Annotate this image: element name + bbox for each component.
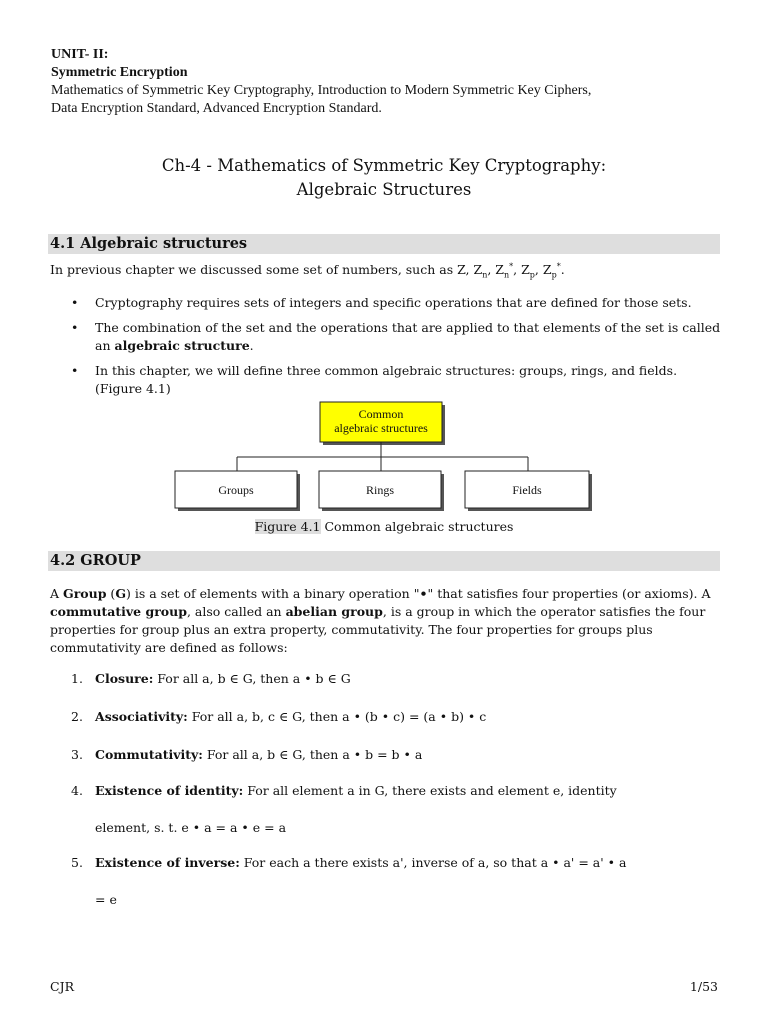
intro-sup: *	[509, 262, 514, 271]
section-heading-bar	[48, 551, 720, 571]
root-box-label	[320, 407, 442, 435]
bullet-term: algebraic structure	[114, 338, 250, 353]
unit-topics-line2: Data Encryption Standard, Advanced Encryption Standard.	[51, 101, 382, 116]
property-text: For all a, b ∈ G, then a • b ∈ G	[153, 671, 351, 686]
unit-subtitle: Symmetric Encryption	[51, 65, 188, 80]
property-text: For all a, b ∈ G, then a • b = b • a	[202, 747, 423, 762]
property-name: Associativity:	[95, 709, 188, 724]
para-text: A	[50, 586, 64, 601]
caption-text: Common algebraic structures	[320, 519, 514, 534]
chapter-title	[0, 154, 768, 202]
para-term: abelian group	[285, 604, 383, 619]
footer-author: CJR	[50, 979, 74, 994]
root-label-line2: algebraic structures	[334, 421, 428, 435]
bullet-text: .	[249, 338, 254, 353]
bullet-text: The combination of the set and the operations that are applied to that elements of the set is called an	[95, 320, 721, 353]
bullet-text: In this chapter, we will define three common algebraic structures: groups, rings, and fields. (Figure 4.1)	[95, 363, 678, 396]
intro-sup: *	[556, 262, 561, 271]
figure-caption	[0, 518, 768, 536]
section-4-2-paragraph	[50, 585, 722, 657]
intro-sub: n	[504, 270, 510, 280]
bullet-item	[50, 319, 722, 355]
para-text: ) is a set of elements with a binary operation "	[126, 586, 420, 601]
property-text: For all element a in G, there exists and element e, identity	[243, 783, 617, 798]
para-text: " that satisfies four properties (or axioms). A	[427, 586, 711, 601]
caption-label: Figure 4.1	[254, 519, 321, 534]
intro-text: , Z	[487, 262, 504, 278]
property-number: 4.	[71, 783, 83, 798]
chapter-title-line2: Algebraic Structures	[296, 180, 472, 199]
bullet-item	[50, 294, 722, 312]
section-heading-bar	[48, 234, 720, 254]
child-label-fields: Fields	[512, 483, 542, 497]
property-continuation: element, s. t. e • a = a • e = a	[95, 820, 287, 835]
unit-title: UNIT- II:	[51, 47, 109, 62]
section-4-2-heading: 4.2 GROUP	[50, 552, 141, 569]
bullet-item	[50, 362, 722, 398]
child-label-groups: Groups	[218, 483, 254, 497]
para-text: , also called an	[186, 604, 286, 619]
intro-sub: p	[529, 270, 535, 280]
para-text: , is a group in which the operator satisfies the four properties for group plus an extra property, commutativity. The four properties for groups plus commutativity are defined as follows:	[50, 604, 706, 655]
section-4-1-heading: 4.1 Algebraic structures	[50, 235, 248, 252]
section-4-1-bullets	[50, 294, 722, 405]
para-text: (	[106, 586, 116, 601]
intro-text: In previous chapter we discussed some set of numbers, such as Z, Z	[50, 262, 483, 278]
property-number: 5.	[71, 855, 83, 870]
intro-sub: n	[482, 270, 488, 280]
root-label-line1: Common	[358, 407, 404, 421]
para-term: •	[419, 586, 428, 601]
property-name: Existence of identity:	[95, 783, 244, 798]
unit-topics-line1: Mathematics of Symmetric Key Cryptography, Introduction to Modern Symmetric Key Ciphers,	[51, 83, 592, 98]
intro-text: , Z	[513, 262, 530, 278]
property-text: For all a, b, c ∈ G, then a • (b • c) = (a • b) • c	[187, 709, 487, 724]
footer-page-number: 1/53	[689, 979, 718, 994]
figure-algebraic-structures	[170, 400, 600, 516]
property-number: 1.	[71, 671, 83, 686]
para-term: Group	[63, 586, 107, 601]
property-text: For each a there exists a', inverse of a, so that a • a' = a' • a	[239, 855, 627, 870]
para-term: commutative group	[50, 604, 187, 619]
para-term: G	[115, 586, 126, 601]
bullet-text: Cryptography requires sets of integers and specific operations that are defined for those sets.	[95, 295, 692, 310]
child-label-rings: Rings	[365, 483, 394, 497]
property-continuation: = e	[95, 892, 117, 907]
intro-text: .	[560, 262, 565, 278]
property-number: 3.	[71, 747, 83, 762]
unit-header	[51, 46, 731, 118]
section-4-1-intro	[50, 258, 722, 285]
property-name: Existence of inverse:	[95, 855, 240, 870]
intro-sub: p	[551, 270, 557, 280]
intro-text: , Z	[534, 262, 552, 278]
property-number: 2.	[71, 709, 83, 724]
chapter-title-line1: Ch-4 - Mathematics of Symmetric Key Cryptography:	[161, 156, 607, 175]
property-name: Closure:	[95, 671, 154, 686]
property-name: Commutativity:	[95, 747, 203, 762]
